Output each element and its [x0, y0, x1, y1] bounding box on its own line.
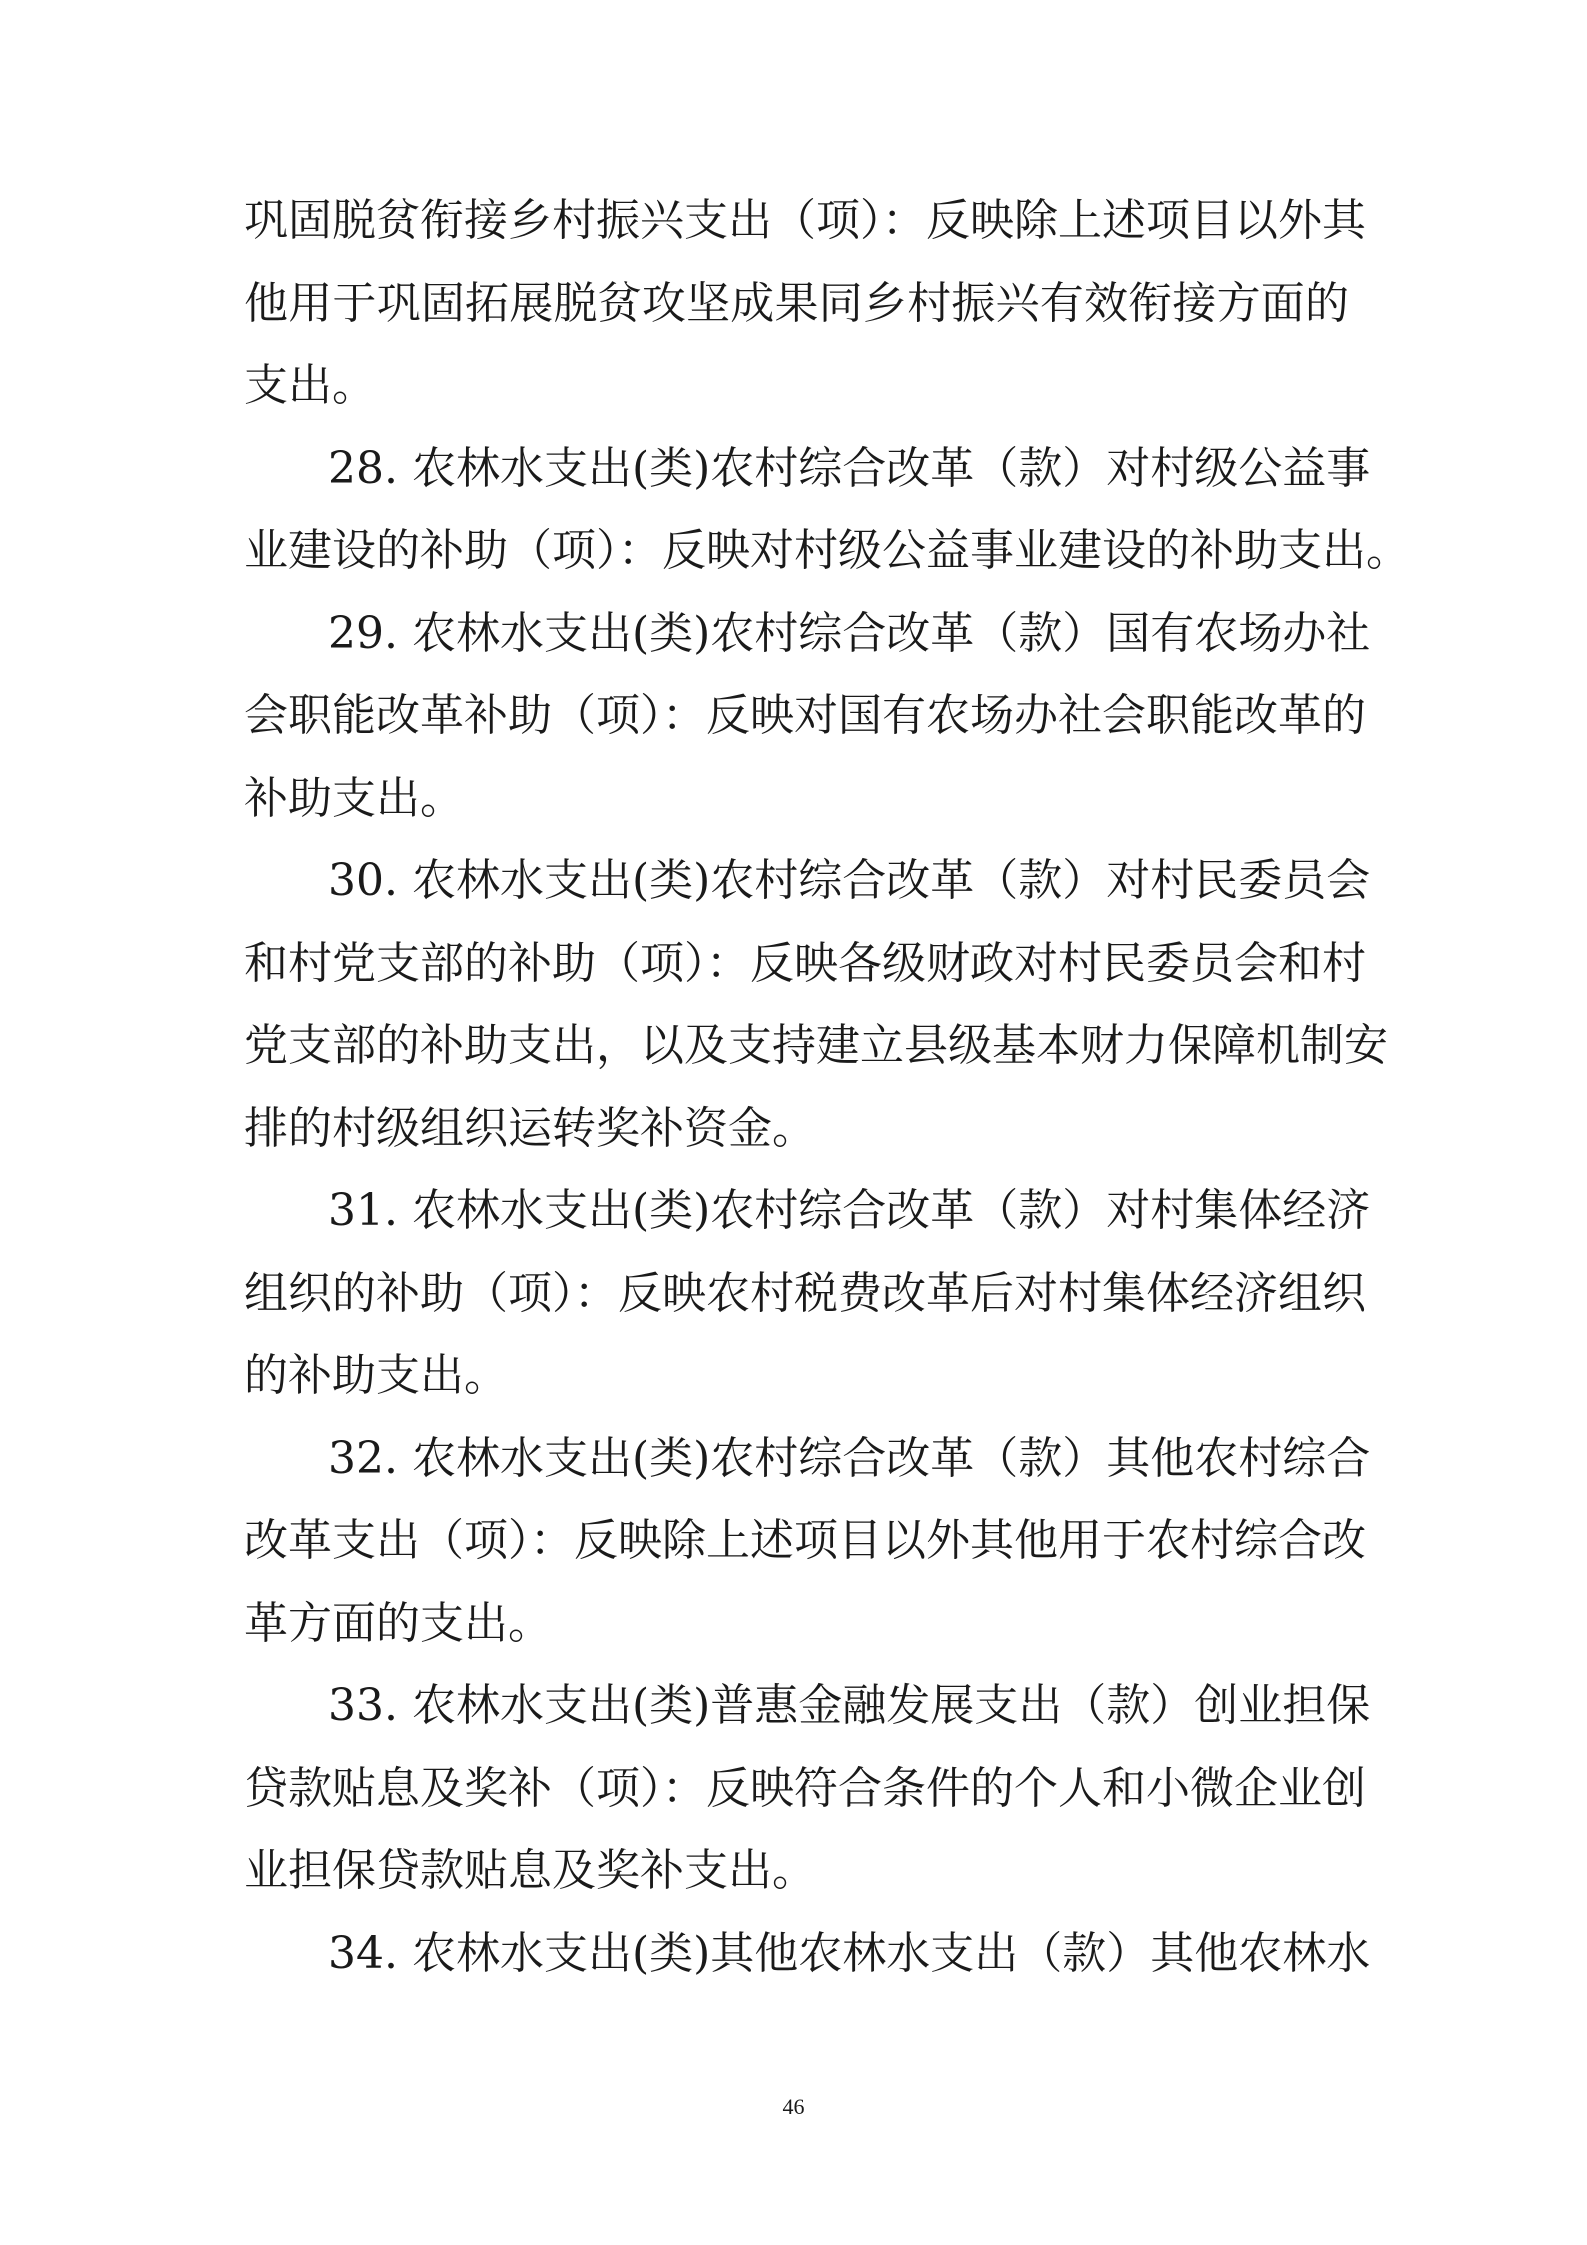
page-number: 46 [782, 2094, 805, 2119]
text-line-12: 排的村级组织运转奖补资金。 [244, 1102, 816, 1154]
text-line-2: 他用于巩固拓展脱贫攻坚成果同乡村振兴有效衔接方面的 [244, 277, 1349, 329]
text-line-22: 34. 农林水支出(类)其他农林水支出（款）其他农林水 [328, 1927, 1371, 1979]
document-body [244, 180, 1410, 1995]
text-line-8: 补助支出。 [244, 772, 464, 824]
text-line-19: 33. 农林水支出(类)普惠金融发展支出（款）创业担保 [328, 1680, 1371, 1731]
text-line-3: 支出。 [244, 360, 376, 411]
text-line-10: 和村党支部的补助（项）：反映各级财政对村民委员会和村 [244, 937, 1366, 989]
text-line-14: 组织的补助（项）：反映农村税费改革后对村集体经济组织 [244, 1267, 1366, 1319]
text-line-4: 28. 农林水支出(类)农村综合改革（款）对村级公益事 [328, 442, 1371, 494]
text-line-6: 29. 农林水支出(类)农村综合改革（款）国有农场办社 [328, 607, 1371, 659]
text-line-5: 业建设的补助（项）：反映对村级公益事业建设的补助支出。 [244, 525, 1410, 576]
text-line-13: 31. 农林水支出(类)农村综合改革（款）对村集体经济 [328, 1185, 1371, 1236]
text-line-20: 贷款贴息及奖补（项）：反映符合条件的个人和小微企业创 [244, 1762, 1366, 1814]
text-line-7: 会职能改革补助（项）：反映对国有农场办社会职能改革的 [244, 690, 1366, 741]
text-line-9: 30. 农林水支出(类)农村综合改革（款）对村民委员会 [328, 855, 1371, 906]
text-line-1: 巩固脱贫衔接乡村振兴支出（项）：反映除上述项目以外其 [244, 195, 1366, 246]
text-line-21: 业担保贷款贴息及奖补支出。 [244, 1845, 816, 1896]
text-line-17: 改革支出（项）：反映除上述项目以外其他用于农村综合改 [244, 1515, 1366, 1566]
text-line-18: 革方面的支出。 [244, 1597, 552, 1649]
text-line-11: 党支部的补助支出，以及支持建立县级基本财力保障机制安 [244, 1020, 1388, 1071]
text-line-16: 32. 农林水支出(类)农村综合改革（款）其他农村综合 [328, 1432, 1371, 1484]
text-line-15: 的补助支出。 [244, 1350, 508, 1401]
